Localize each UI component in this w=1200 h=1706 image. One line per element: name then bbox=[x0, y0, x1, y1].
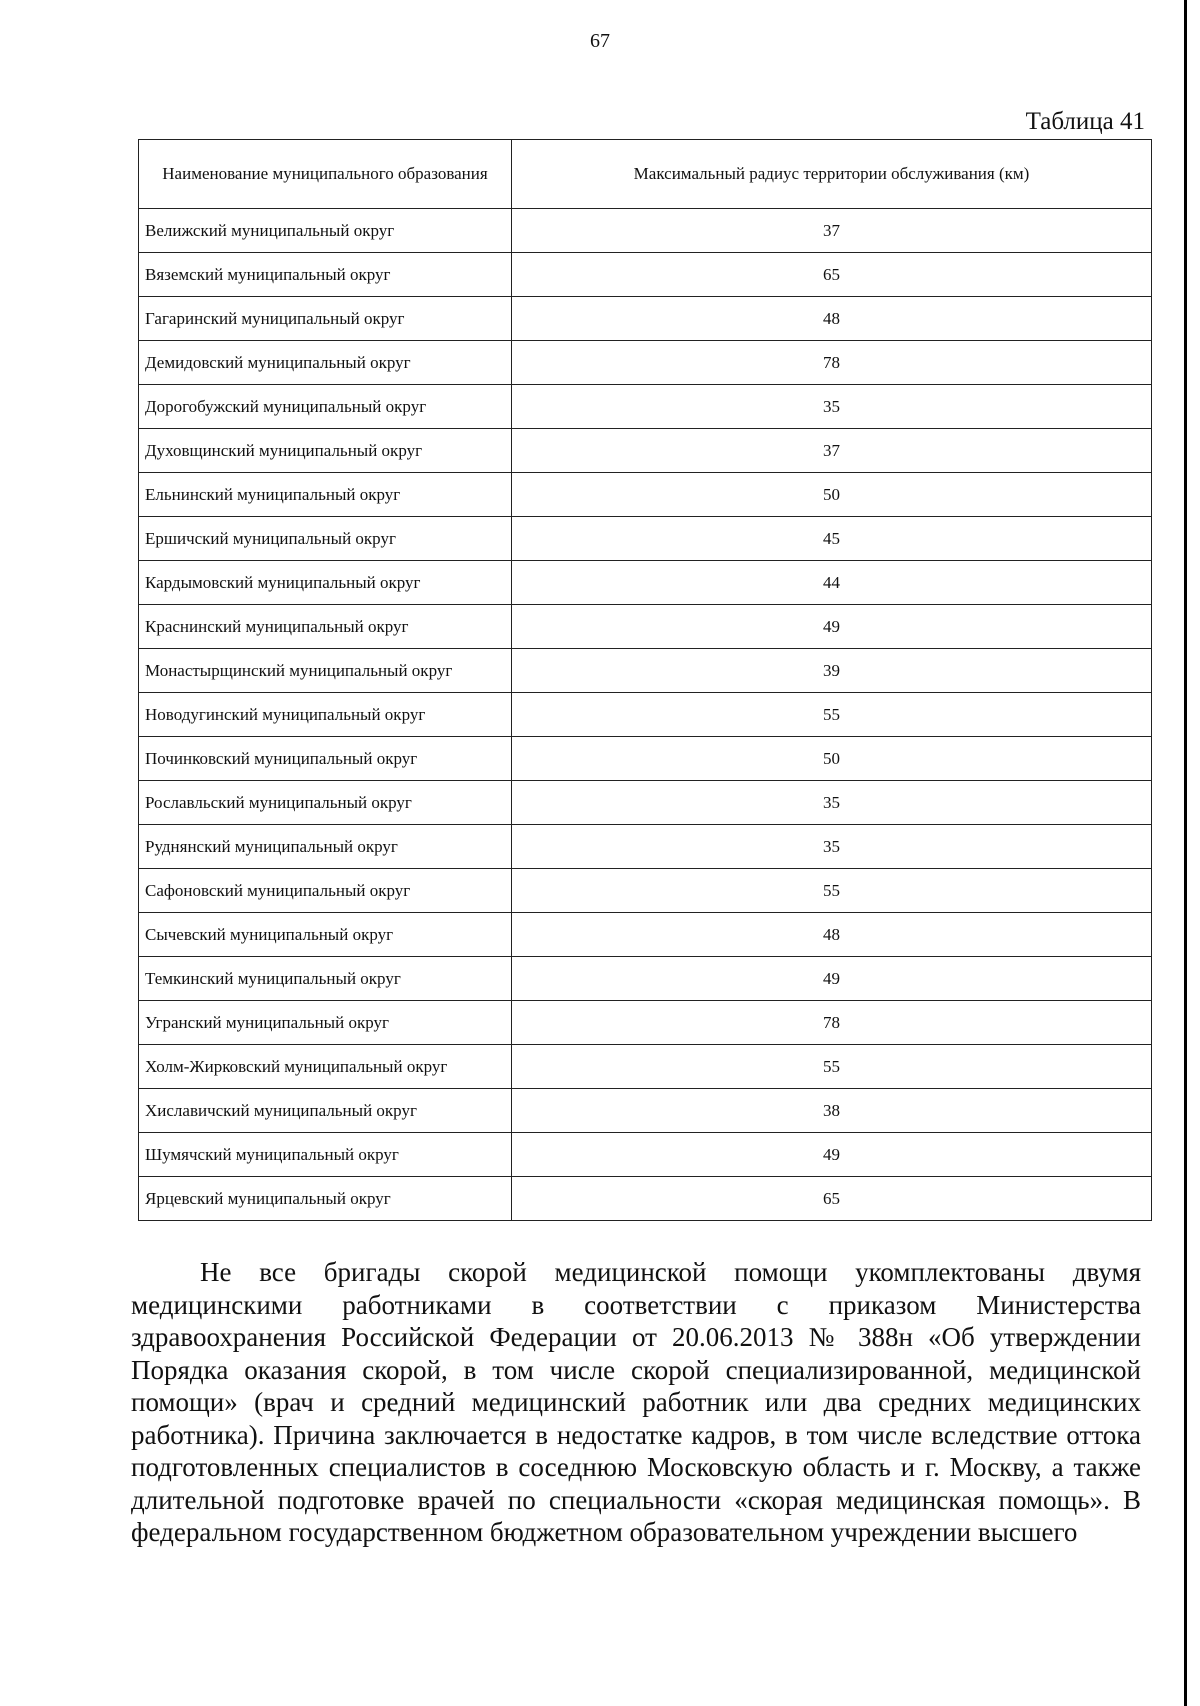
max-radius-cell: 55 bbox=[512, 869, 1152, 913]
table-row bbox=[139, 869, 1152, 913]
municipality-name-cell: Гагаринский муниципальный округ bbox=[139, 297, 512, 341]
table-row bbox=[139, 1001, 1152, 1045]
table-row bbox=[139, 1133, 1152, 1177]
max-radius-cell: 49 bbox=[512, 1133, 1152, 1177]
table-row bbox=[139, 209, 1152, 253]
municipality-name-cell: Кардымовский муниципальный округ bbox=[139, 561, 512, 605]
service-radius-table bbox=[138, 139, 1152, 1221]
municipality-name-cell: Угранский муниципальный округ bbox=[139, 1001, 512, 1045]
max-radius-cell: 35 bbox=[512, 781, 1152, 825]
table-body bbox=[139, 209, 1152, 1221]
municipality-name-cell: Новодугинский муниципальный округ bbox=[139, 693, 512, 737]
max-radius-cell: 78 bbox=[512, 1001, 1152, 1045]
max-radius-cell: 37 bbox=[512, 209, 1152, 253]
municipality-name-cell: Дорогобужский муниципальный округ bbox=[139, 385, 512, 429]
municipality-name-cell: Велижский муниципальный округ bbox=[139, 209, 512, 253]
max-radius-cell: 44 bbox=[512, 561, 1152, 605]
municipality-name-cell: Краснинский муниципальный округ bbox=[139, 605, 512, 649]
max-radius-cell: 55 bbox=[512, 1045, 1152, 1089]
max-radius-cell: 39 bbox=[512, 649, 1152, 693]
table-row bbox=[139, 693, 1152, 737]
max-radius-cell: 35 bbox=[512, 385, 1152, 429]
max-radius-cell: 49 bbox=[512, 605, 1152, 649]
table-row bbox=[139, 649, 1152, 693]
municipality-name-cell: Рославльский муниципальный округ bbox=[139, 781, 512, 825]
page-number: 67 bbox=[590, 30, 610, 52]
max-radius-cell: 65 bbox=[512, 253, 1152, 297]
header-max-radius: Максимальный радиус территории обслуживания (км) bbox=[512, 140, 1152, 209]
municipality-name-cell: Ершичский муниципальный округ bbox=[139, 517, 512, 561]
municipality-name-cell: Темкинский муниципальный округ bbox=[139, 957, 512, 1001]
municipality-name-cell: Ельнинский муниципальный округ bbox=[139, 473, 512, 517]
municipality-name-cell: Шумячский муниципальный округ bbox=[139, 1133, 512, 1177]
scan-edge-line bbox=[1184, 0, 1187, 1706]
max-radius-cell: 55 bbox=[512, 693, 1152, 737]
table-row bbox=[139, 737, 1152, 781]
max-radius-cell: 48 bbox=[512, 913, 1152, 957]
max-radius-cell: 49 bbox=[512, 957, 1152, 1001]
municipality-name-cell: Руднянский муниципальный округ bbox=[139, 825, 512, 869]
max-radius-cell: 50 bbox=[512, 737, 1152, 781]
max-radius-cell: 48 bbox=[512, 297, 1152, 341]
table-row bbox=[139, 385, 1152, 429]
table-row bbox=[139, 1045, 1152, 1089]
max-radius-cell: 65 bbox=[512, 1177, 1152, 1221]
municipality-name-cell: Вяземский муниципальный округ bbox=[139, 253, 512, 297]
max-radius-cell: 50 bbox=[512, 473, 1152, 517]
table-row bbox=[139, 913, 1152, 957]
table-caption: Таблица 41 bbox=[1025, 108, 1145, 135]
municipality-name-cell: Духовщинский муниципальный округ bbox=[139, 429, 512, 473]
table-row bbox=[139, 253, 1152, 297]
table-row bbox=[139, 605, 1152, 649]
table-row bbox=[139, 781, 1152, 825]
municipality-name-cell: Монастырщинский муниципальный округ bbox=[139, 649, 512, 693]
municipality-name-cell: Ярцевский муниципальный округ bbox=[139, 1177, 512, 1221]
table-row bbox=[139, 1089, 1152, 1133]
municipality-name-cell: Починковский муниципальный округ bbox=[139, 737, 512, 781]
table-row bbox=[139, 561, 1152, 605]
max-radius-cell: 78 bbox=[512, 341, 1152, 385]
municipality-name-cell: Сафоновский муниципальный округ bbox=[139, 869, 512, 913]
table-header-row bbox=[139, 140, 1152, 209]
table-row bbox=[139, 341, 1152, 385]
header-municipality: Наименование муниципального образования bbox=[139, 140, 512, 209]
table-row bbox=[139, 825, 1152, 869]
body-paragraph: Не все бригады скорой медицинской помощи укомплектованы двумя медицинскими работниками в соответствии с приказом Министерства здравоохранения Российской Федерации от 20.06.2013 № 388н «Об утверждении Порядка оказания скорой, в том числе скорой специализированной, медицинской помощи» (врач и средний медицинский работник или два средних медицинских работника). Причина заключается в недостатке кадров, в том числе вследствие оттока подготовленных специалистов в соседнюю Московскую область и г. Москву, а также длительной подготовке врачей по специальности «скорая медицинская помощь». В федеральном государственном бюджетном образовательном учреждении высшего bbox=[131, 1257, 1141, 1547]
max-radius-cell: 45 bbox=[512, 517, 1152, 561]
max-radius-cell: 38 bbox=[512, 1089, 1152, 1133]
table-row bbox=[139, 429, 1152, 473]
table-row bbox=[139, 517, 1152, 561]
table-row bbox=[139, 1177, 1152, 1221]
max-radius-cell: 35 bbox=[512, 825, 1152, 869]
municipality-name-cell: Сычевский муниципальный округ bbox=[139, 913, 512, 957]
table-row bbox=[139, 957, 1152, 1001]
table-row bbox=[139, 297, 1152, 341]
table-row bbox=[139, 473, 1152, 517]
municipality-name-cell: Хиславичский муниципальный округ bbox=[139, 1089, 512, 1133]
max-radius-cell: 37 bbox=[512, 429, 1152, 473]
municipality-name-cell: Демидовский муниципальный округ bbox=[139, 341, 512, 385]
municipality-name-cell: Холм-Жирковский муниципальный округ bbox=[139, 1045, 512, 1089]
